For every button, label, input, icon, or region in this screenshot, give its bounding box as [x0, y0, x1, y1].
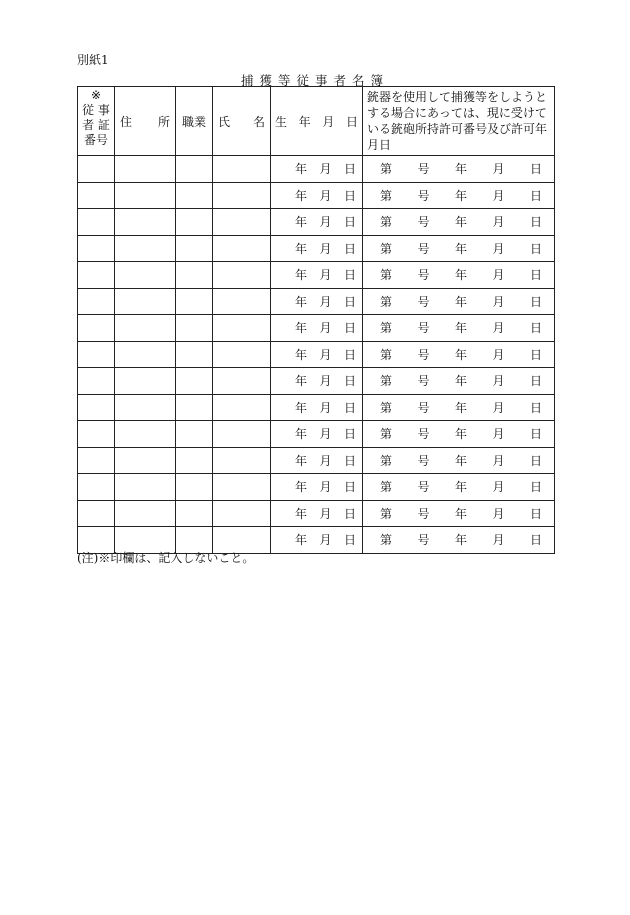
birthdate-unit: 年 — [295, 453, 308, 468]
cell-certificate-number[interactable] — [78, 474, 115, 501]
cell-birthdate[interactable] — [271, 156, 363, 183]
cell-address[interactable] — [115, 315, 176, 342]
cell-address[interactable] — [115, 156, 176, 183]
cell-occupation[interactable] — [176, 500, 213, 527]
permit-unit: 号 — [417, 427, 430, 442]
cell-occupation[interactable] — [176, 394, 213, 421]
birthdate-unit: 日 — [343, 347, 356, 362]
cell-certificate-number[interactable] — [78, 368, 115, 395]
permit-unit: 第 — [380, 453, 393, 468]
cell-certificate-number[interactable] — [78, 421, 115, 448]
cell-occupation[interactable] — [176, 447, 213, 474]
cell-name[interactable] — [213, 474, 271, 501]
cell-occupation[interactable] — [176, 235, 213, 262]
cell-address[interactable] — [115, 341, 176, 368]
birthdate-unit: 年 — [295, 268, 308, 283]
cell-address[interactable] — [115, 421, 176, 448]
permit-unit: 号 — [417, 321, 430, 336]
cell-name[interactable] — [213, 182, 271, 209]
permit-unit: 年 — [454, 347, 467, 362]
permit-unit: 月 — [492, 188, 505, 203]
cell-firearm-permit[interactable] — [363, 235, 555, 262]
cell-certificate-number[interactable] — [78, 235, 115, 262]
permit-unit: 月 — [492, 215, 505, 230]
permit-unit: 第 — [380, 188, 393, 203]
cell-occupation[interactable] — [176, 368, 213, 395]
cell-birthdate[interactable] — [271, 182, 363, 209]
permit-unit: 年 — [454, 294, 467, 309]
header-certificate-number — [78, 87, 115, 156]
birthdate-unit: 日 — [343, 188, 356, 203]
permit-unit: 年 — [454, 374, 467, 389]
table-row — [78, 288, 555, 315]
permit-unit: 日 — [529, 400, 542, 415]
permit-unit: 第 — [380, 215, 393, 230]
permit-unit: 第 — [380, 533, 393, 548]
birthdate-unit: 年 — [295, 188, 308, 203]
permit-unit: 月 — [492, 480, 505, 495]
cell-address[interactable] — [115, 394, 176, 421]
birthdate-unit: 月 — [319, 506, 332, 521]
birthdate-unit: 日 — [343, 321, 356, 336]
table-row — [78, 156, 555, 183]
cell-certificate-number[interactable] — [78, 500, 115, 527]
birthdate-unit: 月 — [319, 321, 332, 336]
cell-firearm-permit[interactable] — [363, 474, 555, 501]
cell-occupation[interactable] — [176, 315, 213, 342]
header-firearm-permit — [363, 87, 555, 156]
birthdate-unit: 日 — [343, 506, 356, 521]
table-row — [78, 500, 555, 527]
cell-name[interactable] — [213, 447, 271, 474]
cell-name[interactable] — [213, 500, 271, 527]
cell-firearm-permit[interactable] — [363, 368, 555, 395]
cell-firearm-permit[interactable] — [363, 209, 555, 236]
header-birthdate — [271, 87, 363, 156]
cell-birthdate[interactable] — [271, 288, 363, 315]
permit-unit: 月 — [492, 294, 505, 309]
permit-unit: 日 — [529, 162, 542, 177]
permit-unit: 年 — [454, 480, 467, 495]
cell-name[interactable] — [213, 156, 271, 183]
annex-label: 別紙1 — [77, 53, 109, 67]
table-row — [78, 315, 555, 342]
cell-occupation[interactable] — [176, 209, 213, 236]
permit-unit: 第 — [380, 294, 393, 309]
cell-address[interactable] — [115, 368, 176, 395]
birthdate-unit: 日 — [343, 400, 356, 415]
header-permit-line: 銃器を使用して捕獲等をしようと — [367, 90, 548, 104]
birthdate-unit: 年 — [295, 321, 308, 336]
cell-firearm-permit[interactable] — [363, 262, 555, 289]
permit-unit: 第 — [380, 400, 393, 415]
permit-unit: 年 — [454, 321, 467, 336]
permit-unit: 年 — [454, 506, 467, 521]
birthdate-unit: 月 — [319, 188, 332, 203]
permit-unit: 号 — [417, 347, 430, 362]
permit-unit: 月 — [492, 268, 505, 283]
roster-table — [77, 86, 555, 554]
cell-certificate-number[interactable] — [78, 315, 115, 342]
permit-unit: 日 — [529, 321, 542, 336]
cell-birthdate[interactable] — [271, 315, 363, 342]
permit-unit: 第 — [380, 347, 393, 362]
cell-certificate-number[interactable] — [78, 394, 115, 421]
permit-unit: 月 — [492, 453, 505, 468]
cell-occupation[interactable] — [176, 288, 213, 315]
cell-birthdate[interactable] — [271, 209, 363, 236]
permit-unit: 号 — [417, 533, 430, 548]
header-certificate-line: 者 証 — [82, 118, 110, 132]
birthdate-unit: 月 — [319, 533, 332, 548]
cell-firearm-permit[interactable] — [363, 182, 555, 209]
birthdate-unit: 日 — [343, 241, 356, 256]
birthdate-unit: 日 — [343, 294, 356, 309]
cell-occupation[interactable] — [176, 474, 213, 501]
header-birth-part: 生 — [275, 114, 288, 129]
permit-unit: 月 — [492, 241, 505, 256]
cell-occupation[interactable] — [176, 341, 213, 368]
table-row — [78, 447, 555, 474]
cell-birthdate[interactable] — [271, 262, 363, 289]
permit-unit: 月 — [492, 321, 505, 336]
birthdate-unit: 月 — [319, 347, 332, 362]
cell-name[interactable] — [213, 235, 271, 262]
permit-unit: 日 — [529, 374, 542, 389]
header-address — [115, 87, 176, 156]
header-certificate-line: 従 事 — [82, 103, 110, 117]
permit-unit: 月 — [492, 427, 505, 442]
birthdate-unit: 年 — [295, 400, 308, 415]
permit-unit: 年 — [454, 188, 467, 203]
table-row — [78, 209, 555, 236]
header-birth-part: 日 — [345, 114, 358, 129]
cell-firearm-permit[interactable] — [363, 500, 555, 527]
header-address-part: 住 — [120, 114, 133, 129]
permit-unit: 号 — [417, 294, 430, 309]
birthdate-unit: 月 — [319, 241, 332, 256]
cell-firearm-permit[interactable] — [363, 315, 555, 342]
permit-unit: 号 — [417, 374, 430, 389]
permit-unit: 第 — [380, 241, 393, 256]
table-row — [78, 394, 555, 421]
permit-unit: 号 — [417, 400, 430, 415]
cell-name[interactable] — [213, 262, 271, 289]
birthdate-unit: 日 — [343, 480, 356, 495]
birthdate-unit: 年 — [295, 241, 308, 256]
permit-unit: 号 — [417, 188, 430, 203]
cell-birthdate[interactable] — [271, 394, 363, 421]
birthdate-unit: 年 — [295, 374, 308, 389]
cell-address[interactable] — [115, 447, 176, 474]
permit-unit: 第 — [380, 268, 393, 283]
header-birth-part: 月 — [322, 114, 335, 129]
header-row — [78, 87, 555, 156]
cell-birthdate[interactable] — [271, 447, 363, 474]
permit-unit: 号 — [417, 215, 430, 230]
cell-name[interactable] — [213, 209, 271, 236]
permit-unit: 年 — [454, 453, 467, 468]
table-row — [78, 421, 555, 448]
birthdate-unit: 年 — [295, 533, 308, 548]
cell-occupation[interactable] — [176, 262, 213, 289]
cell-address[interactable] — [115, 182, 176, 209]
header-name-part: 名 — [252, 114, 265, 129]
permit-unit: 日 — [529, 347, 542, 362]
cell-certificate-number[interactable] — [78, 447, 115, 474]
birthdate-unit: 日 — [343, 268, 356, 283]
permit-unit: 年 — [454, 400, 467, 415]
document-title: 捕獲等従事者名簿 — [240, 73, 389, 88]
cell-address[interactable] — [115, 209, 176, 236]
permit-unit: 年 — [454, 533, 467, 548]
permit-unit: 第 — [380, 374, 393, 389]
permit-unit: 号 — [417, 480, 430, 495]
permit-unit: 年 — [454, 427, 467, 442]
permit-unit: 号 — [417, 506, 430, 521]
birthdate-unit: 日 — [343, 427, 356, 442]
birthdate-unit: 日 — [343, 215, 356, 230]
table-row — [78, 262, 555, 289]
cell-birthdate[interactable] — [271, 527, 363, 554]
permit-unit: 日 — [529, 506, 542, 521]
header-name-part: 氏 — [218, 114, 231, 129]
table-row — [78, 474, 555, 501]
cell-birthdate[interactable] — [271, 368, 363, 395]
cell-birthdate[interactable] — [271, 500, 363, 527]
permit-unit: 年 — [454, 268, 467, 283]
birthdate-unit: 日 — [343, 453, 356, 468]
permit-unit: 日 — [529, 294, 542, 309]
cell-address[interactable] — [115, 474, 176, 501]
permit-unit: 月 — [492, 533, 505, 548]
birthdate-unit: 年 — [295, 506, 308, 521]
permit-unit: 月 — [492, 374, 505, 389]
cell-firearm-permit[interactable] — [363, 421, 555, 448]
birthdate-unit: 年 — [295, 215, 308, 230]
birthdate-unit: 年 — [295, 347, 308, 362]
table-row — [78, 368, 555, 395]
permit-unit: 第 — [380, 427, 393, 442]
cell-birthdate[interactable] — [271, 341, 363, 368]
cell-occupation[interactable] — [176, 421, 213, 448]
cell-occupation[interactable] — [176, 156, 213, 183]
header-permit-line: いる銃砲所持許可番号及び許可年 — [367, 122, 548, 136]
cell-name[interactable] — [213, 288, 271, 315]
permit-unit: 年 — [454, 162, 467, 177]
header-name — [213, 87, 271, 156]
cell-occupation[interactable] — [176, 182, 213, 209]
cell-birthdate[interactable] — [271, 235, 363, 262]
header-permit-line: 月日 — [367, 138, 392, 152]
cell-certificate-number[interactable] — [78, 341, 115, 368]
permit-unit: 日 — [529, 188, 542, 203]
cell-firearm-permit[interactable] — [363, 341, 555, 368]
permit-unit: 日 — [529, 533, 542, 548]
permit-unit: 号 — [417, 241, 430, 256]
birthdate-unit: 月 — [319, 480, 332, 495]
cell-certificate-number[interactable] — [78, 182, 115, 209]
header-permit-line: する場合にあっては、現に受けて — [367, 106, 547, 120]
cell-firearm-permit[interactable] — [363, 447, 555, 474]
permit-unit: 号 — [417, 453, 430, 468]
birthdate-unit: 日 — [343, 533, 356, 548]
birthdate-unit: 年 — [295, 427, 308, 442]
cell-firearm-permit[interactable] — [363, 527, 555, 554]
table-row — [78, 182, 555, 209]
permit-unit: 年 — [454, 215, 467, 230]
table-row — [78, 341, 555, 368]
footnote: (注)※印欄は、記入しないこと。 — [77, 551, 255, 565]
cell-certificate-number[interactable] — [78, 156, 115, 183]
birthdate-unit: 月 — [319, 453, 332, 468]
birthdate-unit: 月 — [319, 162, 332, 177]
cell-firearm-permit[interactable] — [363, 394, 555, 421]
permit-unit: 日 — [529, 480, 542, 495]
birthdate-unit: 月 — [319, 427, 332, 442]
header-certificate-line: 番号 — [83, 133, 108, 147]
header-occupation: 職業 — [176, 87, 213, 156]
cell-address[interactable] — [115, 235, 176, 262]
cell-firearm-permit[interactable] — [363, 156, 555, 183]
permit-unit: 月 — [492, 162, 505, 177]
header-birth-part: 年 — [298, 114, 311, 129]
permit-unit: 号 — [417, 268, 430, 283]
cell-name[interactable] — [213, 341, 271, 368]
cell-name[interactable] — [213, 315, 271, 342]
permit-unit: 日 — [529, 453, 542, 468]
permit-unit: 第 — [380, 506, 393, 521]
cell-address[interactable] — [115, 500, 176, 527]
birthdate-unit: 年 — [295, 294, 308, 309]
cell-name[interactable] — [213, 394, 271, 421]
cell-birthdate[interactable] — [271, 421, 363, 448]
cell-address[interactable] — [115, 262, 176, 289]
permit-unit: 号 — [417, 162, 430, 177]
table-row — [78, 235, 555, 262]
birthdate-unit: 日 — [343, 162, 356, 177]
cell-certificate-number[interactable] — [78, 288, 115, 315]
birthdate-unit: 月 — [319, 400, 332, 415]
permit-unit: 月 — [492, 347, 505, 362]
cell-name[interactable] — [213, 368, 271, 395]
header-certificate-line: ※ — [90, 88, 102, 102]
birthdate-unit: 年 — [295, 162, 308, 177]
permit-unit: 年 — [454, 241, 467, 256]
permit-unit: 日 — [529, 241, 542, 256]
permit-unit: 第 — [380, 321, 393, 336]
cell-birthdate[interactable] — [271, 474, 363, 501]
permit-unit: 月 — [492, 506, 505, 521]
birthdate-unit: 年 — [295, 480, 308, 495]
birthdate-unit: 月 — [319, 294, 332, 309]
birthdate-unit: 月 — [319, 268, 332, 283]
permit-unit: 日 — [529, 427, 542, 442]
permit-unit: 日 — [529, 268, 542, 283]
cell-firearm-permit[interactable] — [363, 288, 555, 315]
permit-unit: 月 — [492, 400, 505, 415]
permit-unit: 第 — [380, 480, 393, 495]
cell-certificate-number[interactable] — [78, 209, 115, 236]
permit-unit: 第 — [380, 162, 393, 177]
cell-address[interactable] — [115, 288, 176, 315]
birthdate-unit: 月 — [319, 215, 332, 230]
birthdate-unit: 月 — [319, 374, 332, 389]
header-address-part: 所 — [157, 114, 170, 129]
cell-name[interactable] — [213, 421, 271, 448]
birthdate-unit: 日 — [343, 374, 356, 389]
permit-unit: 日 — [529, 215, 542, 230]
cell-certificate-number[interactable] — [78, 262, 115, 289]
